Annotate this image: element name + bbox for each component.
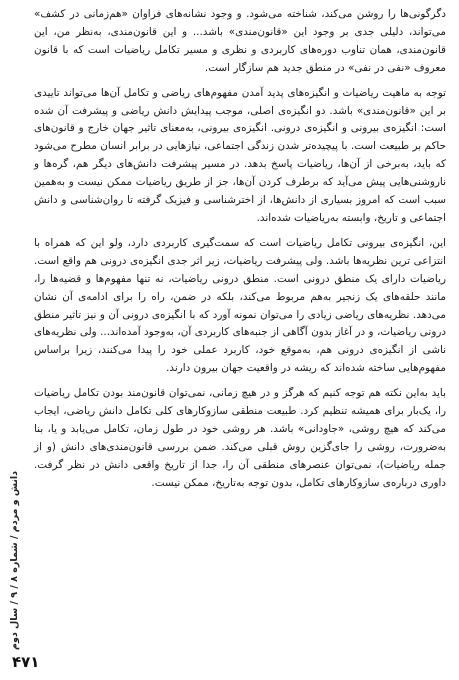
journal-running-title-text: دانش و مردم / شماره ۸ / ۹ / سال دوم	[9, 470, 21, 650]
paragraph-3: این، انگیزه‌ی بیرونی تکامل ریاضیات است که سمت‌گیری کاربردی دارد، ولو این که همراه با انتزاعی ترین نظریه‌ها باشد. ولی پیشرفت ریاضیات، زیر اثر جدی انگیزه‌ی درونی هم واقع است. ریاضیات دارای یک منطق درونی است. منطق درونی ریاضیات، نه تنها مفهوم‌ها و قضیه‌ها را، مانند حلقه‌های یک زنجیر به‌هم مربوط می‌کند، بلکه در ضمن، راه را برای ادامه‌ی آن نشان می‌دهد. نظریه‌های ریاضی زیادی را می‌توان نمونه آورد که با انگیزه‌ی درونی آن و نیز تاثیر منطق درونی ریاضیات، و در آغاز بدون آگاهی از جنبه‌های کاربردی آن، به‌وجود آمده‌اند... ولی نظریه‌های ناشی از انگیزه‌ی درونی هم، به‌موقع خود، کاربرد عملی خود را پیدا می‌کنند، زیرا براساس مفهوم‌هایی ساخته شده‌اند که ریشه در واقعیت جهان بیرون دارند.	[34, 236, 446, 375]
paragraph-4: باید به‌این نکته هم توجه کنیم که هرگز و در هیچ زمانی، نمی‌توان قانون‌مند بودن تکامل ریاضیات را، یک‌بار برای همیشه تنظیم کرد. طبیعت منطقی سازوکارهای کلی تکامل دانش ریاضی، ایجاب می‌کند که هیچ روشی، «جاودانی» باشد. هر روشی خود در طول زمان، تکامل می‌یابد و یا، بنا به‌ضرورت، روشی را جای‌گزین روش قبلی می‌کند. ضمن بررسی قانون‌مندی‌های دانش (و از جمله ریاضیات)، نمی‌توان عنصرهای منطقی آن را، جدا از تاریخ واقعی دانش در نظر گرفت. داوری درباره‌ی سازوکارهای تکامل، بدون توجه به‌تاریخ، ممکن نیست.	[34, 387, 446, 489]
journal-running-title	[6, 460, 24, 660]
paragraph-2: توجه به ماهیت ریاضیات و انگیزه‌های پدید آمدن مفهوم‌های ریاضی و تکامل آن‌ها می‌تواند تاییدی بر این «قانون‌مندی» باشد. دو انگیزه‌ی اصلی، موجب پیدایش دانش ریاضی و پیشرفت آن شده است: انگیزه‌ی بیرونی و انگیزه‌ی درونی. انگیزه‌ی بیرونی، به‌معنای تاثیر جهان خارج و قانون‌های حاکم بر طبیعت است. با پیچیده‌تر شدن زندگی اجتماعی، نیازهایی در برابر انسان مطرح می‌شود که باید، به‌برخی از آن‌ها، ریاضیات پاسخ بدهد. در مسیر پیشرفت دانش‌های دیگر هم، گره‌ها و ناروشنی‌هایی پیش می‌آید که برطرف کردن آن‌ها، جز از طریق ریاضیات ممکن نیست و به‌همین سبب است که امروز بسیاری از دانش‌ها، از اخترشناسی و فیزیک گرفته تا روان‌شناسی و دانش اجتماعی و تاریخ، وابسته به‌ریاضیات شده‌اند.	[34, 86, 446, 224]
page-number: ۴۷۱	[12, 653, 40, 671]
article-body	[34, 6, 446, 493]
paragraph-1: دگرگونی‌ها را روشن می‌کند، شناخته می‌شود. و وجود نشانه‌های فراوان «هم‌زمانی در کشف» می‌تواند، دلیلی جدی بر وجود این «قانون‌مندی» باشد... و این قانون‌مندی، به‌نظر من، این قانون‌مندی، همان تناوب دوره‌های کاربردی و نظری و مسیر تکامل ریاضیات است که با قانون معروف «نفی در نفی» در منطق جدید هم سازگار است.	[34, 8, 446, 74]
